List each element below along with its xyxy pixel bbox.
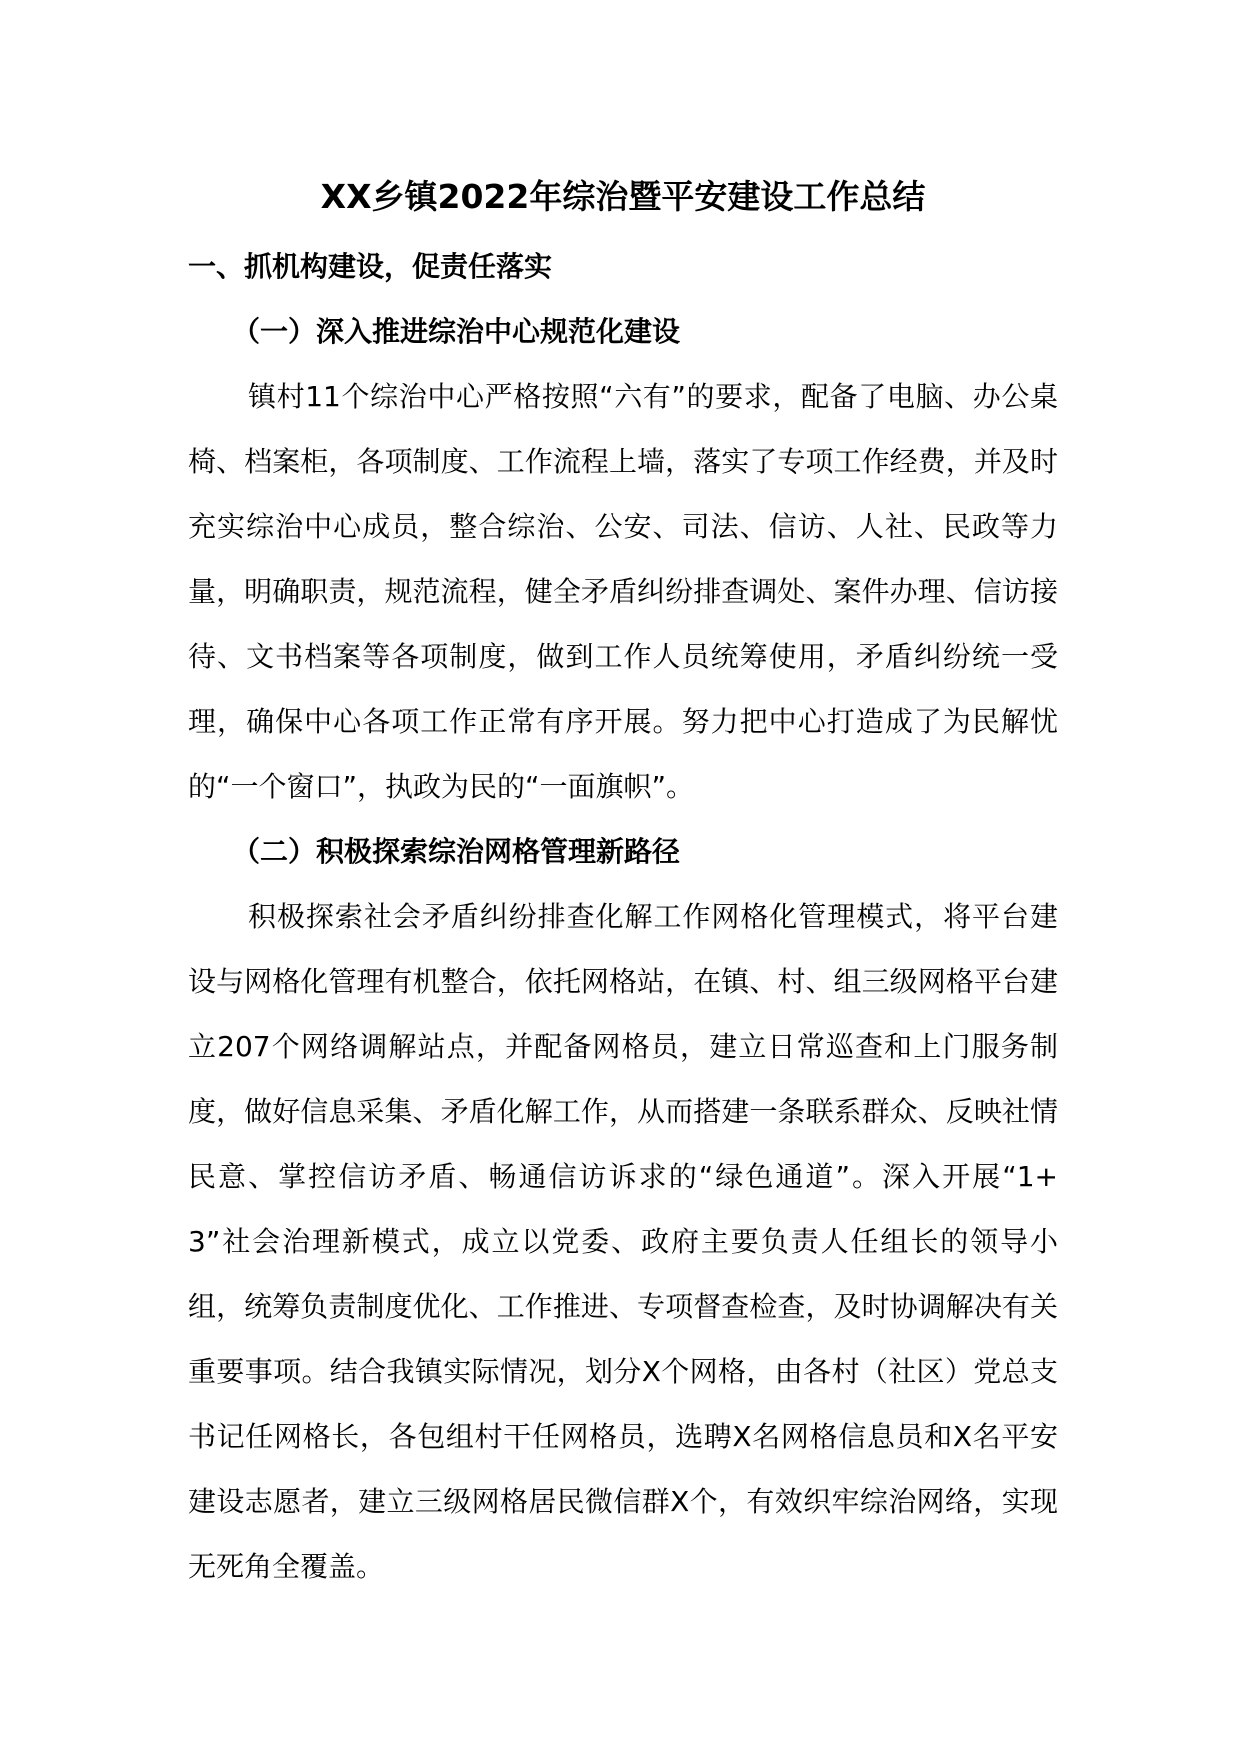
paragraph-2: 积极探索社会矛盾纠纷排查化解工作网格化管理模式，将平台建设与网格化管理有机整合，依托网格站，在镇、村、组三级网格平台建立207个网络调解站点，并配备网格员，建立日常巡查和上门服务制度，做好信息采集、矛盾化解工作，从而搭建一条联系群众、反映社情民意、掌控信访矛盾、畅通信访诉求的“绿色通道”。深入开展“1+3”社会治理新模式，成立以党委、政府主要负责人任组长的领导小组，统筹负责制度优化、工作推进、专项督查检查，及时协调解决有关重要事项。结合我镇实际情况，划分X个网格，由各村（社区）党总支书记任网格长，各包组村干任网格员，选聘X名网格信息员和X名平安建设志愿者，建立三级网格居民微信群X个，有效织牢综治网络，实现无死角全覆盖。 xyxy=(188,900,1058,1583)
paragraph-1: 镇村11个综治中心严格按照“六有”的要求，配备了电脑、办公桌椅、档案柜，各项制度、工作流程上墙，落实了专项工作经费，并及时充实综治中心成员，整合综治、公安、司法、信访、人社、民政等力量，明确职责，规范流程，健全矛盾纠纷排查调处、案件办理、信访接待、文书档案等各项制度，做到工作人员统筹使用，矛盾纠纷统一受理，确保中心各项工作正常有序开展。努力把中心打造成了为民解忧的“一个窗口”，执政为民的“一面旗帜”。 xyxy=(188,380,1058,803)
subsection-heading-2: （二）积极探索综治网格管理新路径 xyxy=(232,835,681,868)
document-title: XX乡镇2022年综治暨平安建设工作总结 xyxy=(320,177,926,216)
section-heading-1: 一、抓机构建设，促责任落实 xyxy=(188,250,553,283)
document-body xyxy=(188,160,1058,1599)
subsection-heading-1: （一）深入推进综治中心规范化建设 xyxy=(232,315,681,348)
